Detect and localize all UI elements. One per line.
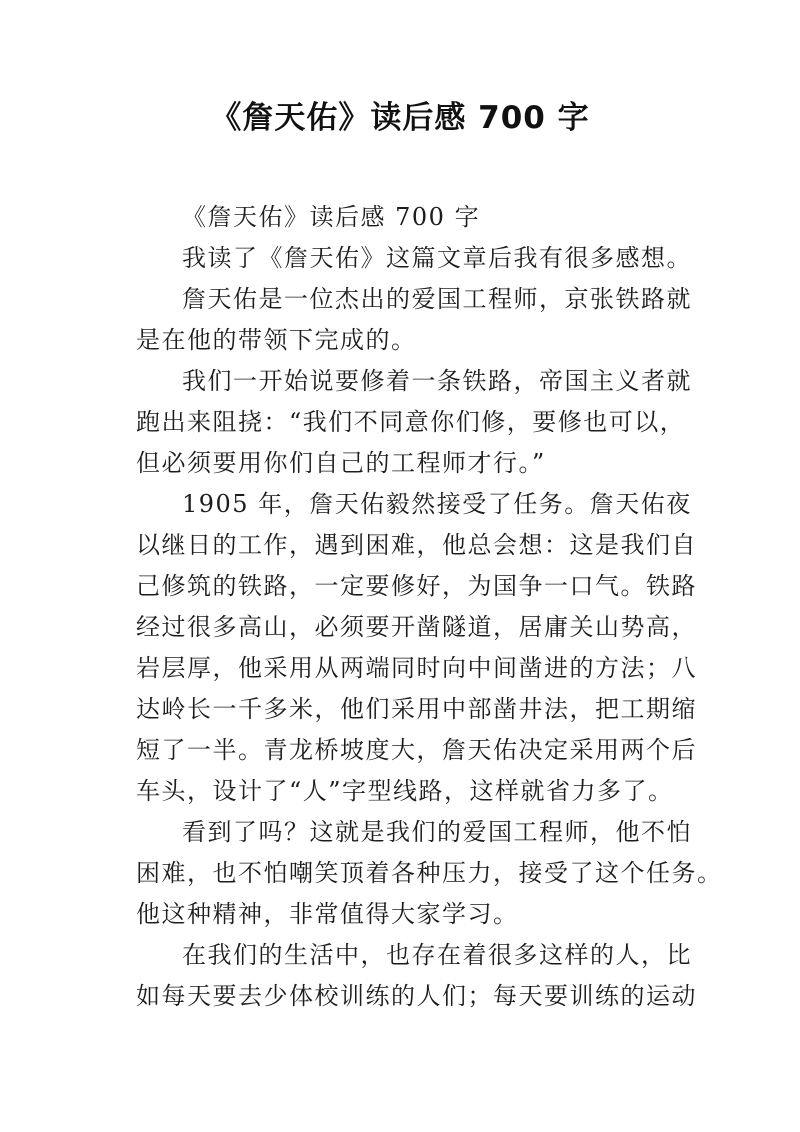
body-line: 但必须要用你们自己的工程师才行。” (136, 449, 546, 477)
body-line: 己修筑的铁路，一定要修好，为国争一口气。铁路 (136, 572, 697, 600)
body-line: 詹天佑是一位杰出的爱国工程师，京张铁路就 (182, 285, 692, 313)
body-line: 1905 年，詹天佑毅然接受了任务。詹天佑夜 (182, 490, 692, 518)
body-line: 岩层厚，他采用从两端同时向中间凿进的方法；八 (136, 654, 697, 682)
body-line: 在我们的生活中，也存在着很多这样的人，比 (182, 941, 692, 969)
body-line: 经过很多高山，必须要开凿隧道，居庸关山势高， (136, 613, 697, 641)
document-title: 《詹天佑》读后感 700 字 (210, 100, 590, 136)
body-line: 车头，设计了“人”字型线路，这样就省力多了。 (136, 777, 674, 805)
body-line: 困难，也不怕嘲笑顶着各种压力，接受了这个任务。 (136, 859, 723, 887)
body-line: 是在他的带领下完成的。 (136, 326, 417, 354)
body-line: 《詹天佑》读后感 700 字 (182, 203, 481, 231)
body-line: 我们一开始说要修着一条铁路，帝国主义者就 (182, 367, 692, 395)
body-line: 我读了《詹天佑》这篇文章后我有很多感想。 (182, 244, 692, 272)
body-line: 看到了吗？这就是我们的爱国工程师，他不怕 (182, 818, 692, 846)
body-line: 以继日的工作，遇到困难，他总会想：这是我们自 (136, 531, 697, 559)
body-line: 短了一半。青龙桥坡度大，詹天佑决定采用两个后 (136, 736, 697, 764)
body-line: 跑出来阻挠：“我们不同意你们修，要修也可以， (136, 408, 686, 436)
body-line: 他这种精神，非常值得大家学习。 (136, 900, 519, 928)
body-line: 达岭长一千多米，他们采用中部凿井法，把工期缩 (136, 695, 697, 723)
document-body (136, 197, 723, 1017)
body-line: 如每天要去少体校训练的人们；每天要训练的运动 (136, 982, 697, 1010)
